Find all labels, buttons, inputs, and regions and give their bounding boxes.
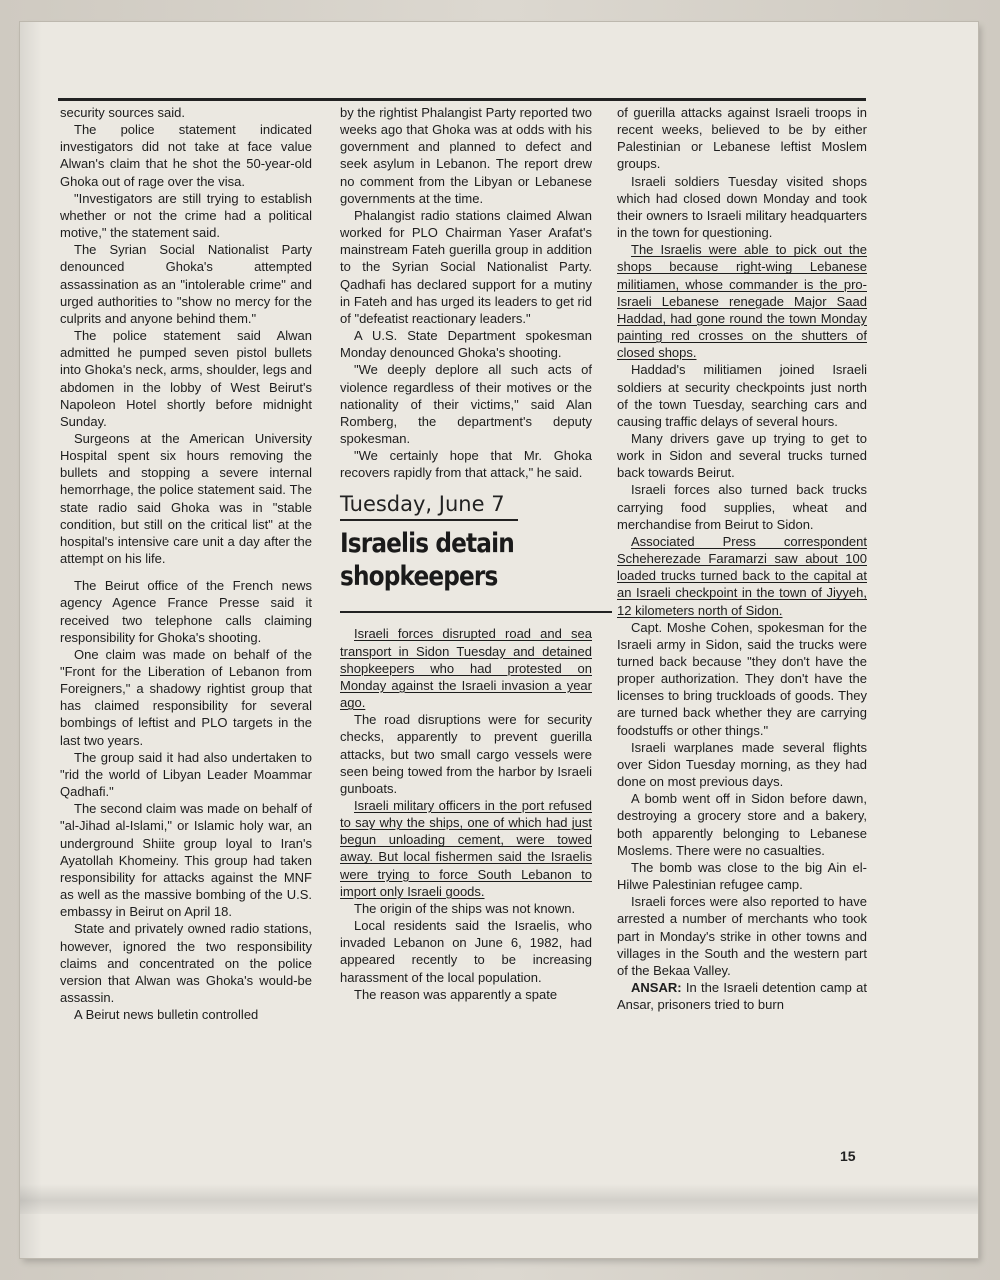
paragraph: The reason was apparently a spate [354, 986, 558, 1002]
top-rule [58, 98, 866, 101]
paragraph: Associated Press correspondent Scheherezade Faramarzi saw about 100 loaded trucks turned back to the capital at an Israeli checkpoint in the town of Jiyyeh, 12 kilometers north of Sidon. [617, 533, 867, 618]
dateline: Tuesday, June 7 [340, 492, 505, 517]
paragraph: The bomb was close to the big Ain el-Hilwe Palestinian refugee camp. [617, 859, 867, 893]
paragraph: State and privately owned radio stations, however, ignored the two responsibility claims and concentrated on the police version that Alwan was Ghoka's would-be assassin. [60, 921, 312, 1005]
paragraph: The Israelis were able to pick out the shops because right-wing Lebanese militiamen, whose commander is the pro-Israeli Lebanese renegade Major Saad Haddad, had gone round the town Monday painting red crosses on the shutters of closed shops. [617, 242, 867, 361]
paragraph: The road disruptions were for security checks, apparently to prevent guerilla attacks, but two small cargo vessels were seen being towed from the harbor by Israeli gunboats. [340, 712, 592, 796]
paragraph: A U.S. State Department spokesman Monday denounced Ghoka's shooting. [340, 328, 592, 361]
paragraph: The police statement indicated investigators did not take at face value Alwan's claim that he shot the 50-year-old Ghoka out of rage over the visa. [60, 122, 312, 189]
paragraph: "We certainly hope that Mr. Ghoka recovers rapidly from that attack," he said. [340, 448, 592, 481]
paragraph: Israeli soldiers Tuesday visited shops which had closed down Monday and took their owners to Israeli military headquarters in the town for questioning. [617, 173, 867, 241]
paragraph: Many drivers gave up trying to get to work in Sidon and several trucks turned back towards Beirut. [617, 430, 867, 481]
paragraph: security sources said. [60, 105, 185, 120]
paragraph: Israeli forces also turned back trucks carrying food supplies, wheat and merchandise from Beirut to Sidon. [617, 482, 867, 532]
paragraph: One claim was made on behalf of the "Front for the Liberation of Lebanon from Foreigners," a shadowy rightist group that has claimed responsibility for several bombings of leftist and PLO targets in the last two years. [60, 646, 312, 748]
paragraph: The group said it had also undertaken to "rid the world of Libyan Leader Moammar Qadhafi." [60, 749, 312, 800]
paragraph: The Beirut office of the French news agency Agence France Presse said it received two telephone calls claiming responsibility for Ghoka's shooting. [60, 578, 312, 645]
paragraph: The police statement said Alwan admitted he pumped seven pistol bullets into Ghoka's neck, arms, shoulder, legs and abdomen in the lobby of West Beirut's Napoleon Hotel shortly before midnight Sunday. [60, 328, 312, 429]
paragraph: Surgeons at the American University Hospital spent six hours removing the bullets and stopping a severe internal hemorrhage, the police statement said. The state radio said Ghoka was in "stable condition, but still on the critical list" at the hospital's intensive care unit a day after the attempt on his life. [60, 430, 312, 567]
paragraph: The second claim was made on behalf of "al-Jihad al-Islami," or Islamic holy war, an underground Shiite group loyal to Iran's Ayatollah Khomeiny. This group had taken responsibility for attacks against the MNF as well as the massive bombing of the U.S. embassy in Beirut on April 18. [60, 801, 312, 920]
paragraph: Phalangist radio stations claimed Alwan worked for PLO Chairman Yaser Arafat's mainstream Fateh guerilla group in addition to the Syrian Social Nationalist Party. Qadhafi has declared support for a mutiny in Fateh and has urged its leaders to get rid of "defeatist reactionary leaders." [340, 207, 592, 326]
paragraph: "Investigators are still trying to establish whether or not the crime had a political motive," the statement said. [60, 190, 312, 241]
paragraph: Capt. Moshe Cohen, spokesman for the Israeli army in Sidon, said the trucks were turned back because "they don't have the proper authorization. They don't have the licenses to bring truckloads of goods. They are turned back whether they are carrying foodstuffs or other things." [617, 619, 867, 738]
paragraph: Israeli forces disrupted road and sea transport in Sidon Tuesday and detained shopkeepers who had protested on Monday against the Israeli invasion a year ago. [340, 626, 592, 711]
paragraph: The Syrian Social Nationalist Party denounced Ghoka's attempted assassination as an "intolerable crime" and urged authorities to "show no mercy for the culprits and anyone behind them." [60, 242, 312, 326]
dateline-rule [340, 519, 518, 521]
paragraph: by the rightist Phalangist Party reported two weeks ago that Ghoka was at odds with his government and planned to defect and seek asylum in Lebanon. The report drew no comment from the Libyan or Lebanese governments at the time. [340, 105, 592, 206]
article-column-3 [617, 104, 867, 1013]
article-column-1 [60, 104, 312, 1023]
paragraph: Israeli military officers in the port refused to say why the ships, one of which had just begun unloading cement, were towed away. But local fishermen said the Israelis were trying to force South Lebanon to import only Israeli goods. [340, 798, 592, 899]
page-number: 15 [840, 1148, 856, 1164]
article-column-2 [340, 104, 592, 1003]
section-label: ANSAR: [631, 979, 682, 995]
paragraph: "We deeply deplore all such acts of violence regardless of their motives or the nationality of their victims," said Alan Romberg, the department's deputy spokesman. [340, 362, 592, 446]
paragraph: The origin of the ships was not known. [354, 900, 576, 916]
paragraph: Haddad's militiamen joined Israeli soldiers at security checkpoints just north of the town Tuesday, searching cars and causing traffic delays of several hours. [617, 362, 867, 429]
paragraph: A Beirut news bulletin controlled [74, 1007, 259, 1023]
paragraph: A bomb went off in Sidon before dawn, destroying a grocery store and a bakery, both apparently belonging to Lebanese Moslems. There were no casualties. [617, 791, 867, 858]
paragraph-ansar [617, 979, 867, 1013]
paragraph: Israeli warplanes made several flights over Sidon Tuesday morning, as they had done on most previous days. [617, 739, 867, 790]
paragraph: Local residents said the Israelis, who invaded Lebanon on June 6, 1982, had appeared recently to be increasing harassment of the local population. [340, 918, 592, 985]
headline: Israelis detain shopkeepers [340, 528, 514, 593]
headline-rule [340, 611, 612, 613]
paragraph: Israeli forces were also reported to have arrested a number of merchants who took part in Monday's strike in other towns and villages in the South and the western part of the Bekaa Valley. [617, 894, 867, 978]
scan-smudge [20, 1184, 978, 1214]
paragraph: of guerilla attacks against Israeli troops in recent weeks, believed to be by either Palestinian or Lebanese leftist Moslem groups. [617, 105, 867, 172]
paragraph-text: In the Israeli detention camp at Ansar, prisoners tried to burn [617, 979, 867, 1013]
